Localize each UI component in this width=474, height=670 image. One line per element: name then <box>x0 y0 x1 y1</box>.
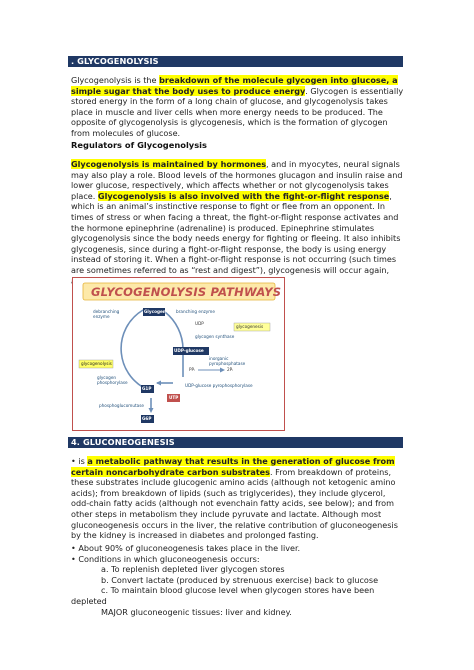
condition-item-c: c. To maintain blood glucose level when glycogen stores have been <box>101 585 375 596</box>
text-run: . Glycogen is essentially stored energy in the form of a long chain of glucose, and glycogenolysis takes place in muscle and liver cells when more energy needs to be produced. The opposite of glycogenolysis is glycogenesis, which is the formation of glycogen from molecules of glucose. <box>71 85 404 138</box>
regulators-heading: Regulators of Glycogenolysis <box>71 140 207 150</box>
section-header-glycogenolysis <box>68 56 403 67</box>
text-run: . From breakdown of proteins, these substrates include glucogenic amino acids (although not ketogenic amino acids); from breakdown of lipids (such as triglycerides), they include glycerol, odd-chain fatty acids (although not evenchain fatty acids, see below); and from other steps in metabolism they include pyruvate and lactate. Although most gluconeogenesis occurs in the liver, the relative contribution of gluconeogenesis by the kidney is increased in diabetes and prolonged fasting. <box>71 466 398 541</box>
highlighted-text: breakdown of the molecule glycogen into glucose, a simple sugar that the body uses to produce energy <box>71 75 398 96</box>
glycogenolysis-intro-paragraph <box>71 75 405 139</box>
label-glycogen: Glycogen <box>144 309 166 314</box>
bullet-conditions: • Conditions in which gluconeogenesis occurs: <box>71 553 260 564</box>
label-ppi: PPᵢ <box>189 367 195 372</box>
regulators-paragraph <box>71 159 405 286</box>
label-phosphoglucomutase: phosphoglucomutase <box>99 403 144 408</box>
glycogenolysis-pathways-diagram <box>72 277 285 431</box>
text-run: Glycogenolysis is the <box>71 75 160 85</box>
section-header-gluconeogenesis <box>68 437 403 448</box>
gluconeogenesis-list <box>71 543 405 617</box>
label-glycogen-synthase: glycogen synthase <box>195 334 235 339</box>
section-title: . GLYCOGENOLYSIS <box>71 56 159 66</box>
highlighted-text: Glycogenolysis is maintained by hormones <box>71 159 267 169</box>
label-utp: UTP <box>169 395 179 400</box>
label-udp-glucose: UDP-glucose <box>174 348 204 353</box>
condition-item-a: a. To replenish depleted liver glycogen stores <box>101 564 285 575</box>
label-g6p: G6P <box>142 416 152 421</box>
label-g1p: G1P <box>142 386 152 391</box>
section-title: 4. GLUCONEOGENESIS <box>71 437 175 447</box>
text-run: , and in myocytes, neural signals may also play a role. Blood levels of the hormones glucagon and insulin raise and lower glucose, respectively, which affects whether or not glycogenolysis takes place. <box>71 159 403 201</box>
label-inorganic-pyrophosphatase: inorganic pyrophosphatase <box>209 356 246 366</box>
bullet-liver-percent: • About 90% of gluconeogenesis takes place in the liver. <box>71 543 301 553</box>
bullet-marker: • is <box>71 456 88 466</box>
label-glycogenolysis: glycogenolysis <box>81 361 112 366</box>
label-glycogen-phosphorylase: glycogen phosphorylase <box>97 375 128 385</box>
highlighted-text: Glycogenolysis is also involved with the fight-or-flight response <box>97 190 390 201</box>
label-debranching-enzyme: debranching enzyme <box>93 309 120 319</box>
diagram-title: GLYCOGENOLYSIS PATHWAYS <box>91 285 282 299</box>
label-udp: UDP <box>195 321 204 326</box>
major-tissues-note: MAJOR gluconeogenic tissues: liver and kidney. <box>101 606 292 617</box>
label-udp-glucose-pyrophosphorylase: UDP-glucose pyrophosphorylase <box>185 383 253 388</box>
text-run: , which is an animal’s instinctive response to fight or flee from an opponent. In times of stress or when facing a threat, the fight-or-flight response activates and the hormone epinephrine (adrenaline) is produced. Epinephrine stimulates glycogenolysis since the body needs energy for fighting or fleeing. It also inhibits glycogenesis, since during a fight-or-flight response, the body is using energy instead of storing it. When a fight-or-flight response is not occurring (such times are sometimes referred to as “rest and digest”), glycogenesis will occur again, <box>71 190 401 275</box>
label-branching-enzyme: branching enzyme <box>176 309 215 314</box>
highlighted-text: a metabolic pathway that results in the generation of glucose from certain noncarbohydrate carbon substrates <box>71 456 395 477</box>
label-2pi: 2Pᵢ <box>227 367 233 372</box>
condition-item-b: b. Convert lactate (produced by strenuous exercise) back to glucose <box>101 574 379 585</box>
label-glycogenesis: glycogenesis <box>236 324 264 329</box>
condition-item-c-continued: depleted <box>71 595 107 606</box>
gluconeogenesis-paragraph <box>71 456 405 541</box>
